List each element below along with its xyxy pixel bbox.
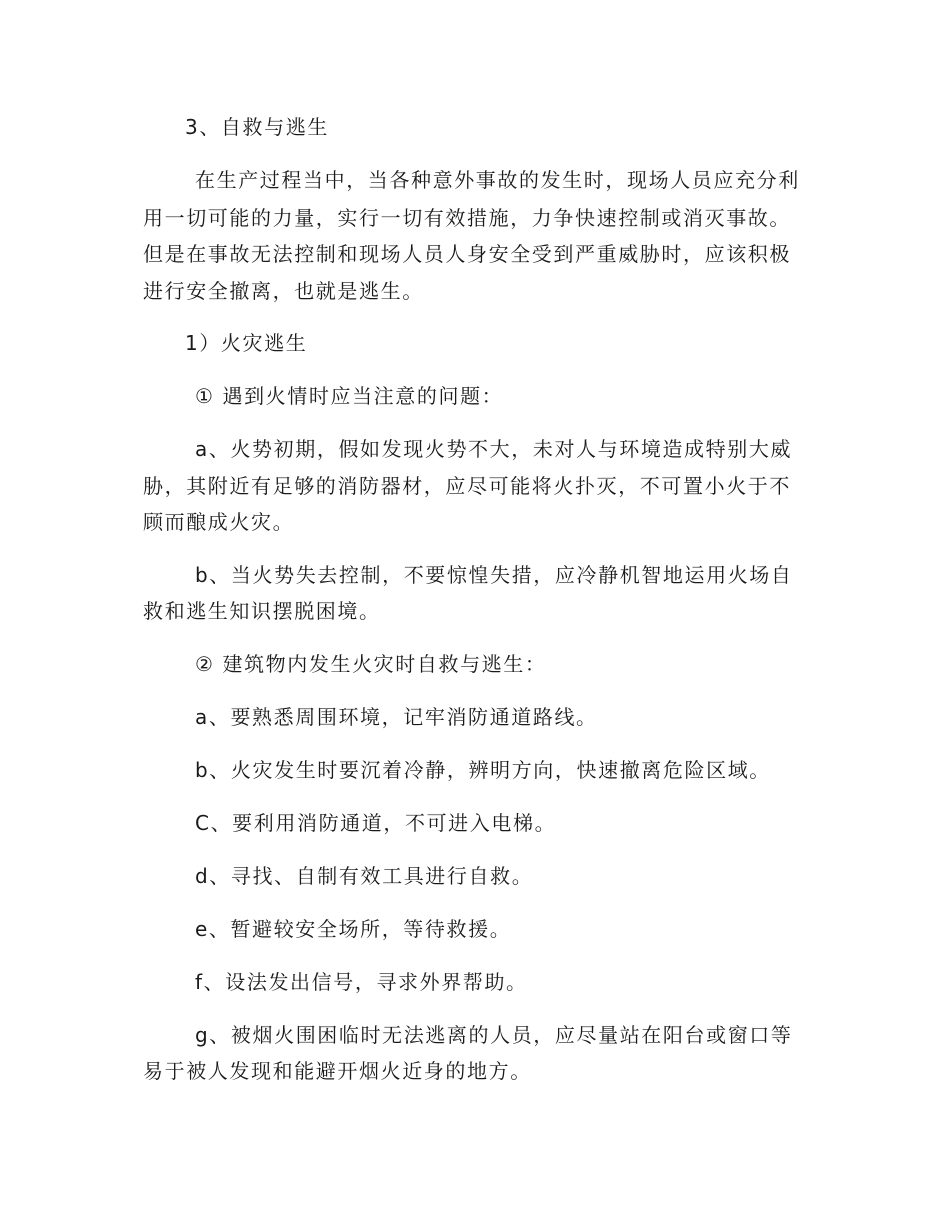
item-1b-line-1: b、当火势失去控制，不要惊惶失措，应冷静机智地运用火场自 <box>195 563 793 587</box>
item-1a-line-1: a、火势初期，假如发现火势不大，未对人与环境造成特别大威 <box>195 437 793 461</box>
subsection-fire-escape: 1）火灾逃生 <box>185 331 308 355</box>
item-2d: d、寻找、自制有效工具进行自救。 <box>195 864 534 888</box>
intro-line-2: 用一切可能的力量，实行一切有效措施，力争快速控制或消灭事故。 <box>143 206 791 230</box>
item-2f: f、设法发出信号，寻求外界帮助。 <box>195 970 528 994</box>
section-title: 3、自救与逃生 <box>185 115 329 139</box>
item-2b: b、火灾发生时要沉着冷静，辨明方向，快速撤离危险区域。 <box>195 758 771 782</box>
item-2g-line-2: 易于被人发现和能避开烟火近身的地方。 <box>143 1059 532 1083</box>
item-2a: a、要熟悉周围环境，记牢消防通道路线。 <box>195 705 598 729</box>
intro-line-4: 进行安全撤离，也就是逃生。 <box>143 279 424 303</box>
item-1a-line-3: 顾而酿成火灾。 <box>143 510 295 534</box>
item-2g-line-1: g、被烟火围困临时无法逃离的人员，应尽量站在阳台或窗口等 <box>195 1023 793 1047</box>
item-1a-line-2: 胁，其附近有足够的消防器材，应尽可能将火扑灭，不可置小火于不 <box>143 474 791 498</box>
item-2e: e、暂避较安全场所，等待救援。 <box>195 917 512 941</box>
item-1b-line-2: 救和逃生知识摆脱困境。 <box>143 599 381 623</box>
intro-line-1: 在生产过程当中，当各种意外事故的发生时，现场人员应充分利 <box>195 168 800 192</box>
intro-line-3: 但是在事故无法控制和现场人员人身安全受到严重威胁时，应该积极 <box>143 242 791 266</box>
item-2-heading: ② 建筑物内发生火灾时自救与逃生： <box>195 652 547 676</box>
item-2c: C、要利用消防通道，不可进入电梯。 <box>195 811 557 835</box>
item-1-heading: ① 遇到火情时应当注意的问题： <box>195 384 504 408</box>
